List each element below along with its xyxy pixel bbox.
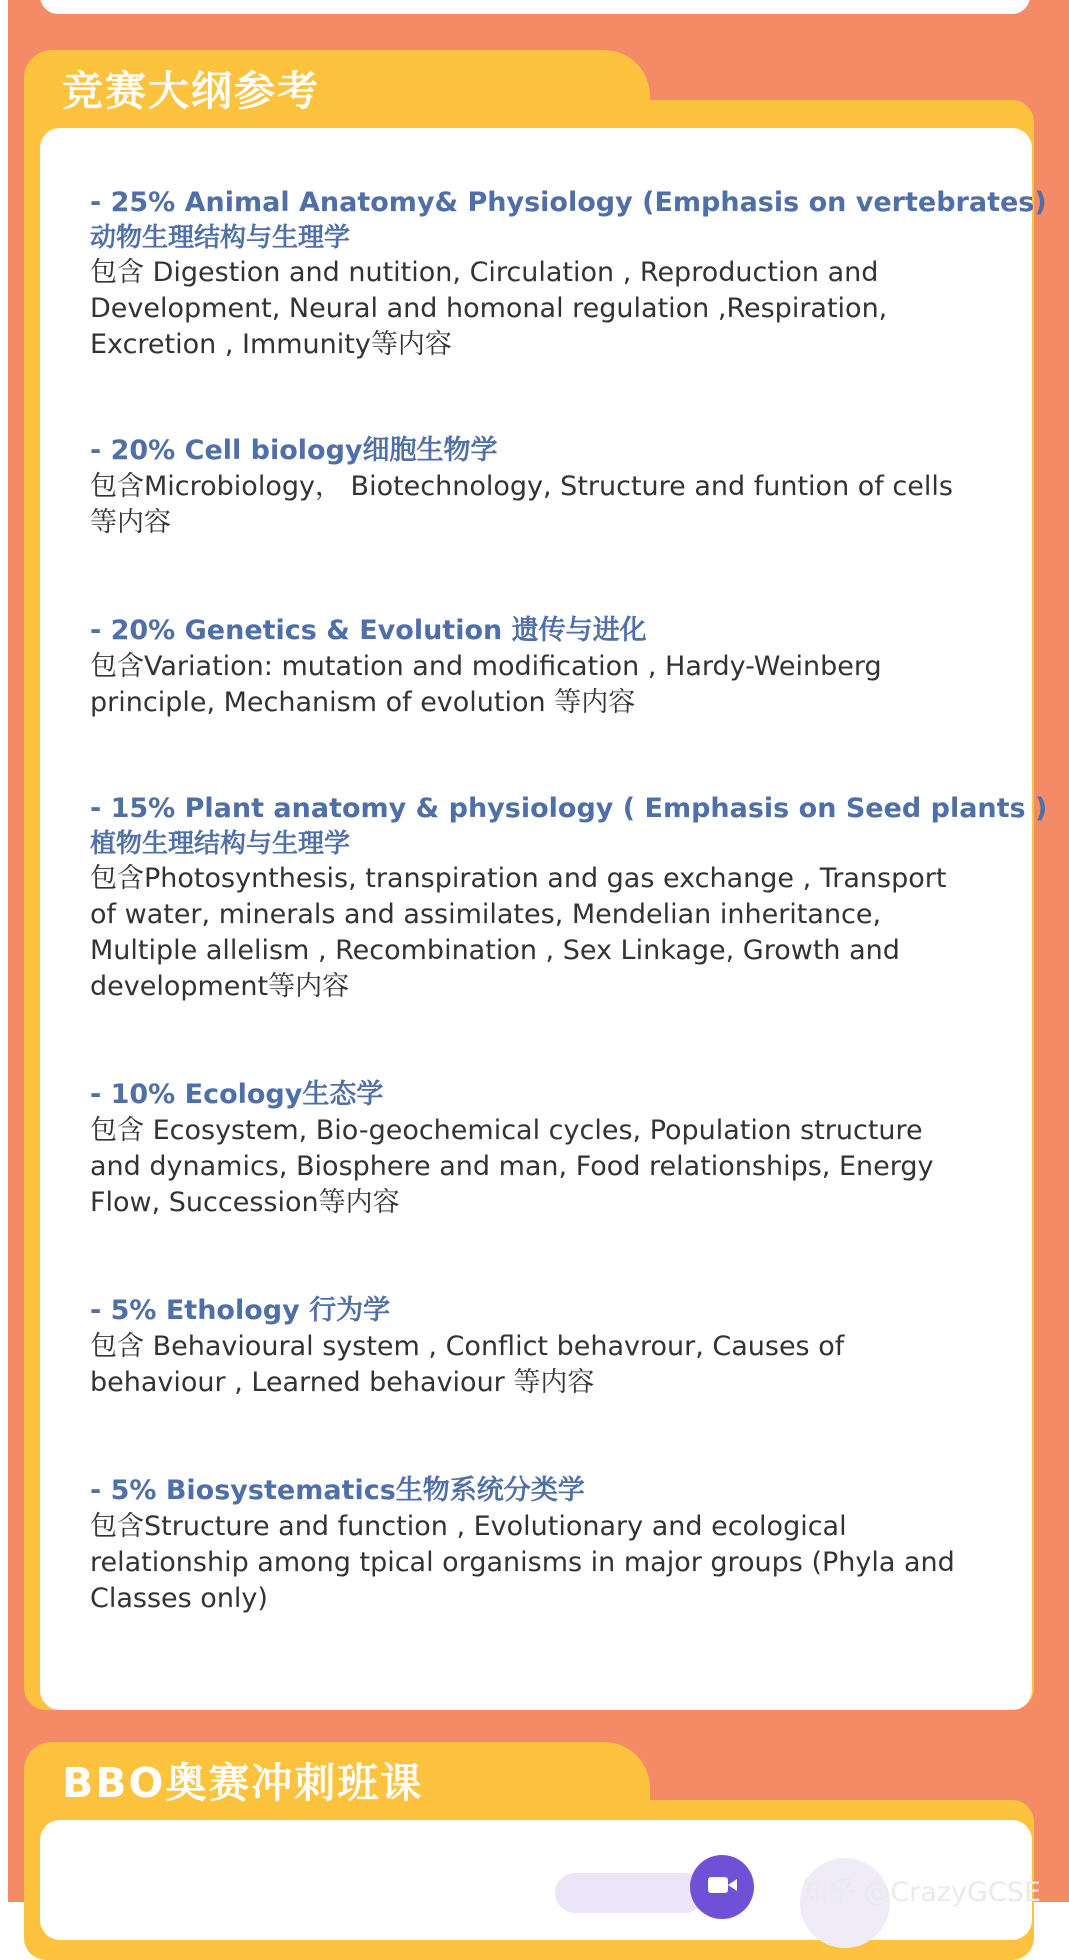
topic-animal-anatomy	[90, 185, 1047, 363]
topic-body: 包含Microbiology， Biotechnology, Structure and funtion of cells 等内容	[90, 471, 953, 538]
topic-ecology	[90, 1077, 1020, 1221]
topic-plant-anatomy	[90, 791, 1048, 1005]
topic-heading: - 5% Biosystematics生物系统分类学	[90, 1475, 585, 1506]
video-camera-button[interactable]	[690, 1855, 754, 1919]
watermark: 知乎 @CrazyGCSE	[800, 1877, 1041, 1908]
topic-subheading: 动物生理结构与生理学	[90, 223, 351, 253]
topic-subheading: 植物生理结构与生理学	[90, 829, 351, 859]
syllabus-tab-ear	[540, 50, 650, 130]
topic-body: 包含 Ecosystem, Bio-geochemical cycles, Population structure and dynamics, Biosphere and man, Food relationships, Energy Flow, Succession等内容	[90, 1115, 934, 1218]
course-tab-ear	[540, 1742, 650, 1822]
topic-body: 包含Structure and function , Evolutionary and ecological relationship among tpical organisms in major groups (Phyla and Classes only)	[90, 1511, 955, 1614]
previous-card	[40, 0, 1030, 14]
topic-cell-biology	[90, 433, 1020, 541]
topic-heading: - 20% Genetics & Evolution 遗传与进化	[90, 615, 647, 646]
topic-body: 包含 Behavioural system , Conflict behavrour, Causes of behaviour , Learned behaviour 等内容	[90, 1331, 845, 1398]
syllabus-topic-list	[90, 185, 1048, 1617]
topic-body: 包含 Digestion and nutition, Circulation , Reproduction and Development, Neural and homonal regulation ,Respiration, Excretion , Immunity等内容	[90, 257, 888, 360]
topic-heading: - 20% Cell biology细胞生物学	[90, 435, 498, 466]
topic-biosystematics	[90, 1473, 1020, 1617]
topic-body: 包含Variation: mutation and modification , Hardy-Weinberg principle, Mechanism of evolution 等内容	[90, 651, 882, 718]
topic-heading: - 10% Ecology生态学	[90, 1079, 384, 1110]
topic-ethology	[90, 1293, 1020, 1401]
syllabus-section-title: 竞赛大纲参考	[62, 67, 320, 115]
topic-heading: - 25% Animal Anatomy& Physiology (Emphasis on vertebrates)	[90, 187, 1047, 218]
decorative-pill	[555, 1873, 705, 1913]
course-section-title: BBO奥赛冲刺班课	[62, 1759, 424, 1807]
topic-body: 包含Photosynthesis, transpiration and gas exchange , Transport of water, minerals and assimilates, Mendelian inheritance, Multiple allelism , Recombination , Sex Linkage, Growth and development等内容	[90, 863, 947, 1002]
topic-heading: - 5% Ethology 行为学	[90, 1295, 391, 1326]
topic-heading: - 15% Plant anatomy & physiology ( Emphasis on Seed plants )	[90, 793, 1048, 824]
topic-genetics-evolution	[90, 613, 1020, 721]
